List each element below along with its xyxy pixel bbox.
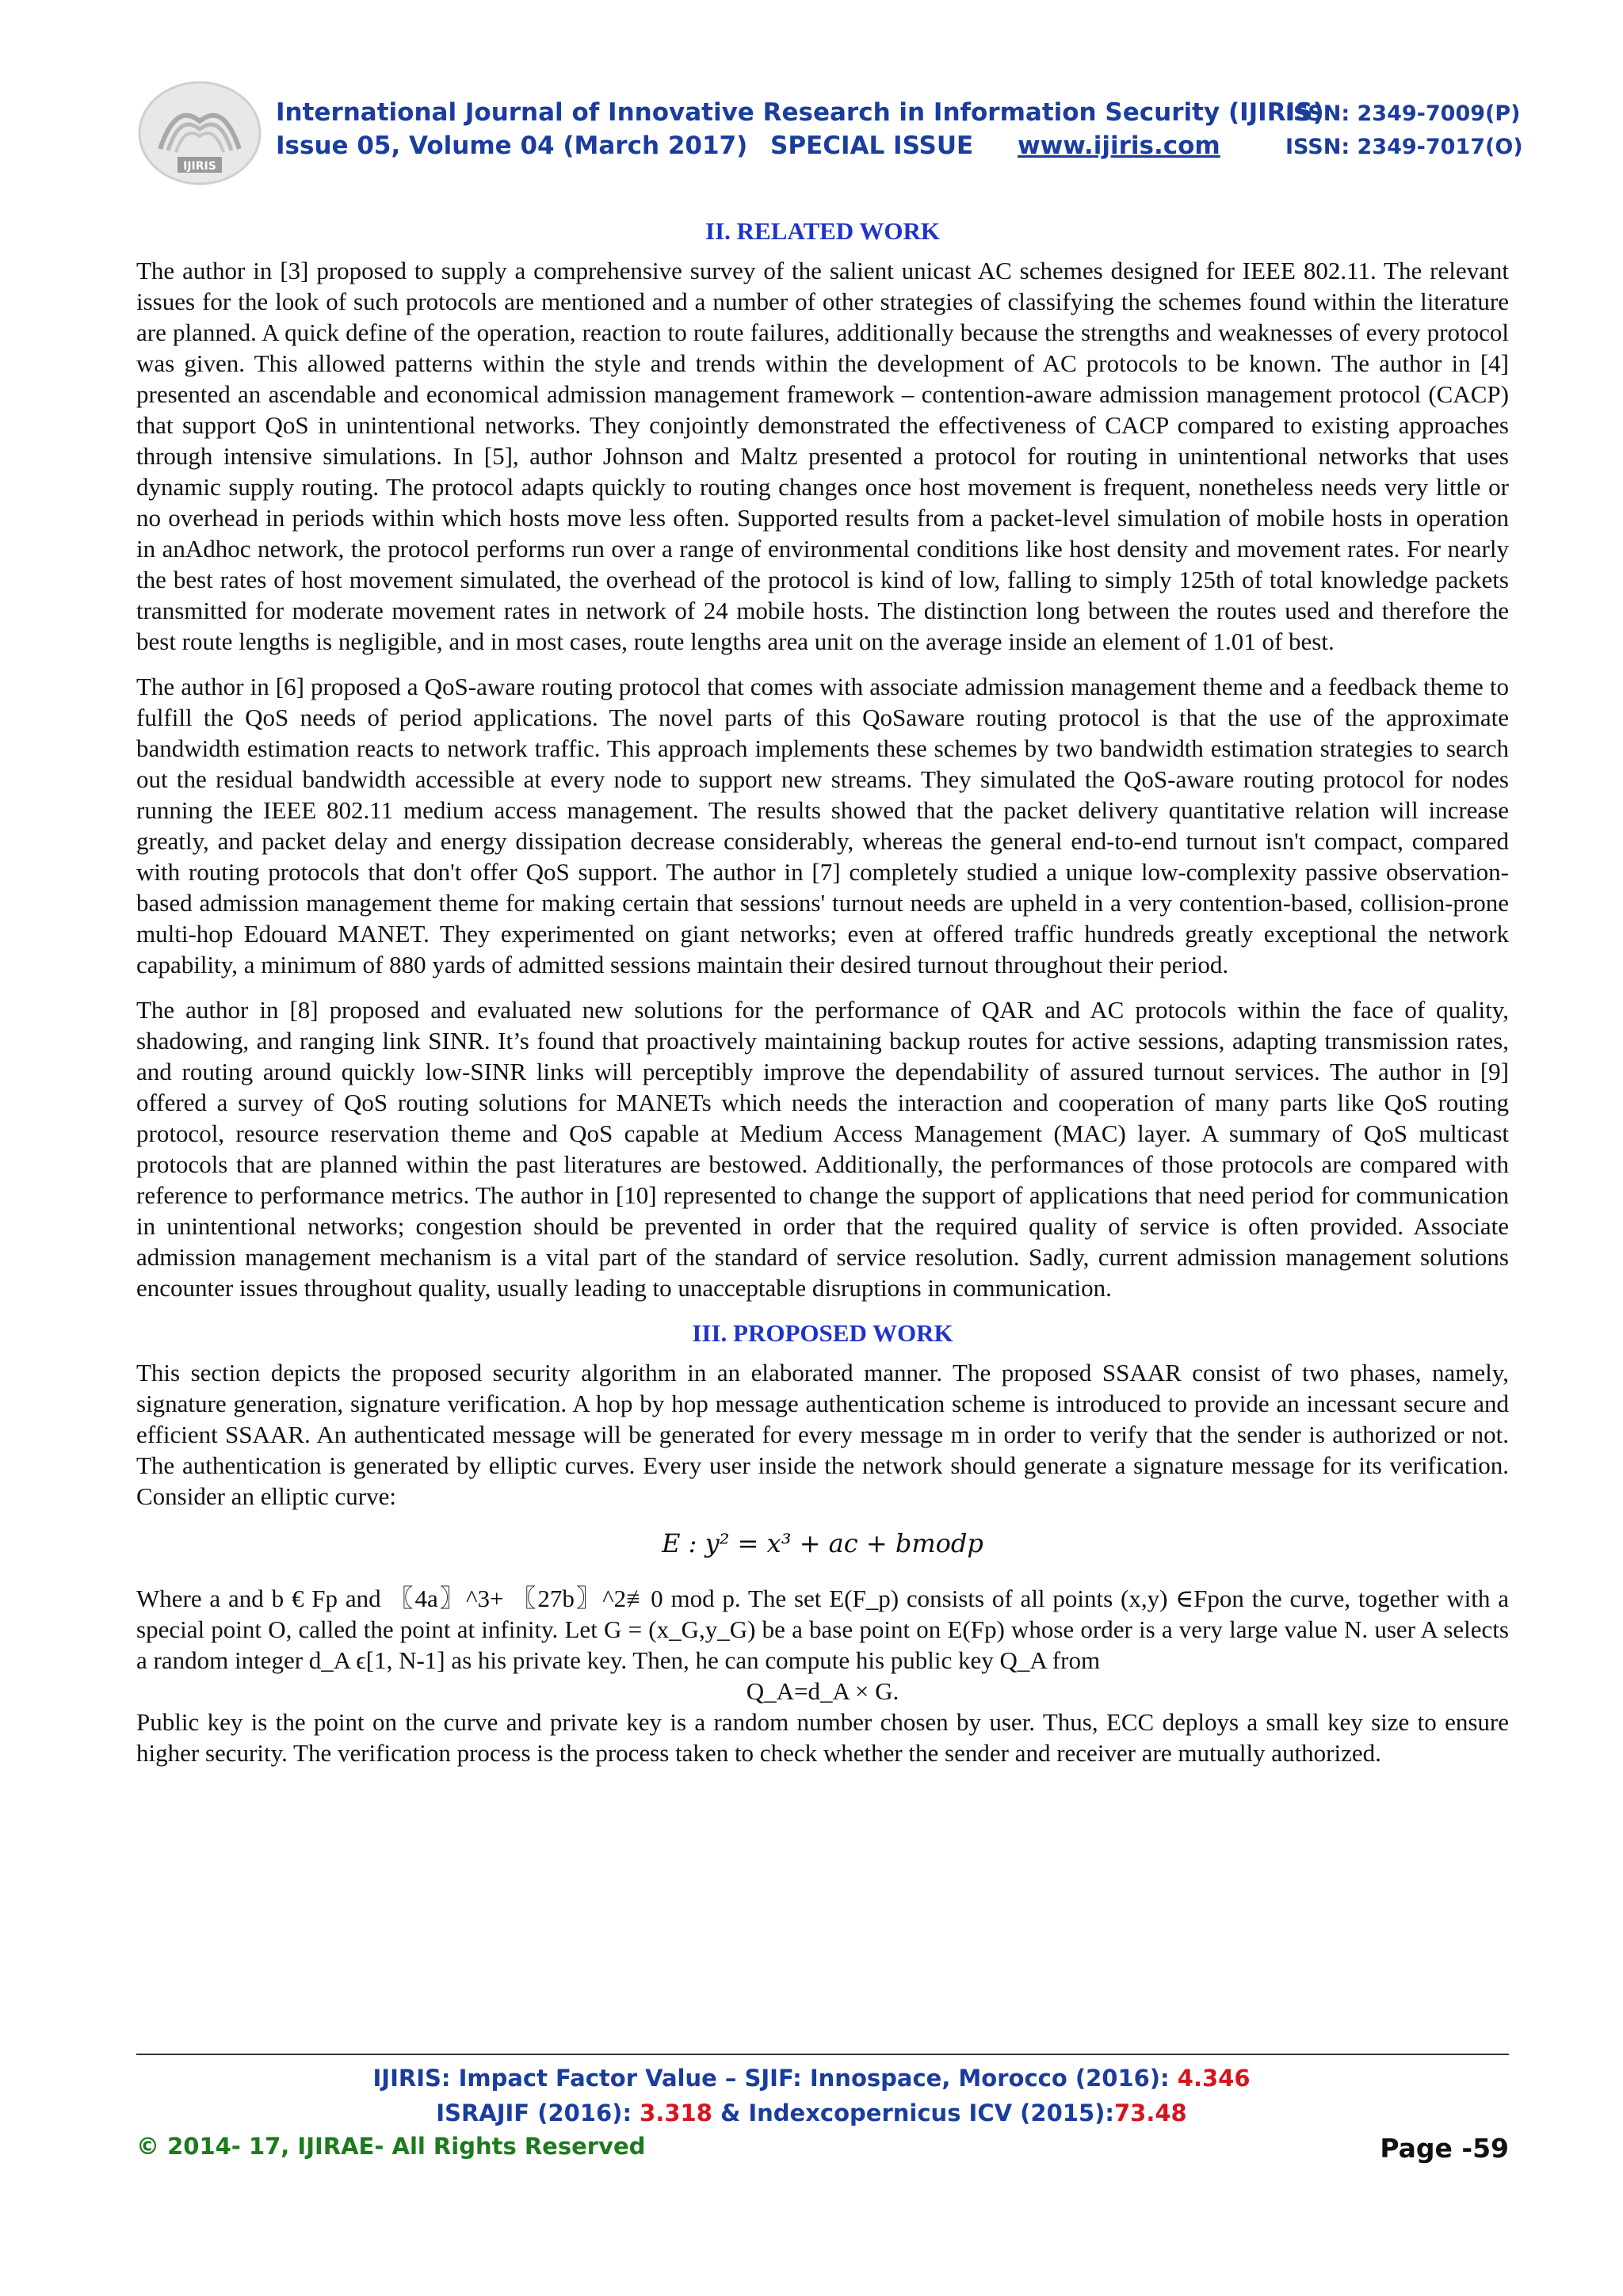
related-paragraph-2: The author in [6] proposed a QoS-aware routing protocol that comes with associate admission management theme and a feedback theme to fulfill the QoS needs of period applications. The novel parts of this QoSaware routing protocol is that the use of the approximate bandwidth estimation reacts to network traffic. This approach implements these schemes by two bandwidth estimation strategies to search out the residual bandwidth accessible at every node to support new streams. They simulated the QoS-aware routing protocol for nodes running the IEEE 802.11 medium access management. The results showed that the packet delivery quantitative relation will increase greatly, and packet delay and energy dissipation decrease considerably, whereas the general end-to-end turnout isn't compact, compared with routing protocols that don't offer QoS support. The author in [7] completely studied a unique low-complexity passive observation-based admission management theme for making certain that sessions' turnout needs are upheld in a very contention-based, collision-prone multi-hop Edouard MANET. They experimented on giant networks; even at offered traffic hundreds greatly exceptional the network capability, a minimum of 880 yards of admitted sessions maintain their desired turnout throughout their period.	[136, 673, 1509, 978]
website-link[interactable]: www.ijiris.com	[1018, 132, 1220, 160]
israjif-value: 3.318	[640, 2100, 712, 2126]
israjif-label: ISRAJIF (2016):	[436, 2100, 640, 2126]
ijiris-logo	[136, 78, 263, 189]
proposed-paragraph-1: This section depicts the proposed security algorithm in an elaborated manner. The proposed SSAAR consist of two phases, namely, signature generation, signature verification. A hop by hop message authentication scheme is introduced to provide an incessant secure and efficient SSAAR. An authenticated message will be generated for every message m in order to verify that the sender is authorized or not. The authentication is generated by elliptic curves. Every user inside the network should generate a signature message for its verification. Consider an elliptic curve:	[136, 1359, 1509, 1510]
public-key-equation: Q_A=d_A × G.	[746, 1677, 899, 1705]
impact-factor-line	[0, 2065, 1623, 2092]
impact-value: 4.346	[1177, 2065, 1251, 2092]
issn-online: ISSN: 2349-7017(O)	[1285, 135, 1523, 159]
icv-label: & Indexcopernicus ICV (2015):	[712, 2100, 1114, 2126]
proposed-paragraph-3: Public key is the point on the curve and private key is a random number chosen by user. Thus, ECC deploys a small key size to ensure higher security. The verification process is the process taken to check whether the sender and receiver are mutually authorized.	[136, 1708, 1509, 1767]
elliptic-curve-equation: E : y² = x³ + ac + bmodp	[662, 1528, 983, 1558]
related-paragraph-1: The author in [3] proposed to supply a comprehensive survey of the salient unicast AC schemes designed for IEEE 802.11. The relevant issues for the look of such protocols are mentioned and a number of other strategies of classifying the schemes found within the literature are planned. A quick define of the operation, reaction to route failures, additionally because the strengths and weaknesses of every protocol was given. This allowed patterns within the style and trends within the development of AC protocols to be known. The author in [4] presented an ascendable and economical admission management framework – contention-aware admission management protocol (CACP) that support QoS in unintentional networks. They conjointly demonstrated the effectiveness of CACP compared to existing approaches through intensive simulations. In [5], author Johnson and Maltz presented a protocol for routing in unintentional networks that uses dynamic supply routing. The protocol adapts quickly to routing changes once host movement is frequent, nonetheless needs very little or no overhead in periods within which hosts move less often. Supported results from a packet-level simulation of mobile hosts in operation in anAdhoc network, the protocol performs run over a range of environmental conditions like host density and movement rates. For nearly the best rates of host movement simulated, the overhead of the protocol is kind of low, falling to simply 125th of total knowledge packets transmitted for moderate movement rates in network of 24 mobile hosts. The distinction long between the routes used and therefore the best route lengths is negligible, and in most cases, route lengths area unit on the average inside an element of 1.01 of best.	[136, 257, 1509, 655]
proposed-paragraph-2: Where a and b € Fp and 〖4a〗^3+ 〖27b〗^2≢0 mod p. The set E(F_p) consists of all points (x,y) ∈Fpon the curve, together with a special point O, called the point at infinity. Let G = (x_G,y_G) be a base point on E(Fp) whose order is a very large value N. user A selects a random integer d_A ϵ[1, N-1] as his private key. Then, he can compute his public key Q_A from	[136, 1585, 1509, 1674]
footer-divider	[136, 2054, 1509, 2055]
related-work-heading: II. RELATED WORK	[705, 217, 940, 245]
issue-info: Issue 05, Volume 04 (March 2017)	[276, 132, 748, 160]
icv-value: 73.48	[1113, 2100, 1187, 2126]
copyright-notice: © 2014- 17, IJIRAE- All Rights Reserved	[136, 2133, 646, 2160]
impact-label: IJIRIS: Impact Factor Value – SJIF: Innospace, Morocco (2016):	[372, 2065, 1178, 2092]
issn-print: ISSN: 2349-7009(P)	[1285, 101, 1521, 126]
index-line	[0, 2100, 1623, 2126]
logo-text: IJIRIS	[183, 160, 216, 173]
related-paragraph-3: The author in [8] proposed and evaluated new solutions for the performance of QAR and AC protocols within the face of quality, shadowing, and ranging link SINR. It’s found that proactively maintaining backup routes for active sessions, adapting transmission rates, and routing around quickly low-SINR links will perceptibly improve the dependability of assured turnout services. The author in [9] offered a survey of QoS routing solutions for MANETs which needs the interaction and cooperation of many parts like QoS routing protocol, resource reservation theme and QoS capable at Medium Access Management (MAC) layer. A summary of QoS multicast protocols that are planned within the past literatures are bestowed. Additionally, the performances of those protocols are compared with reference to performance metrics. The author in [10] represented to change the support of applications that need period for communication in unintentional networks; congestion should be prevented in order that the required quality of service is often provided. Associate admission management mechanism is a vital part of the standard of service resolution. Sadly, current admission management solutions encounter issues throughout quality, usually leading to unacceptable disruptions in communication.	[136, 996, 1509, 1302]
journal-title: International Journal of Innovative Research in Information Security (IJIRIS)	[276, 98, 1324, 127]
proposed-work-heading: III. PROPOSED WORK	[692, 1319, 953, 1347]
article-body	[136, 215, 1509, 1768]
special-issue-label: SPECIAL ISSUE	[770, 132, 974, 160]
page-number: Page -59	[1380, 2133, 1509, 2164]
